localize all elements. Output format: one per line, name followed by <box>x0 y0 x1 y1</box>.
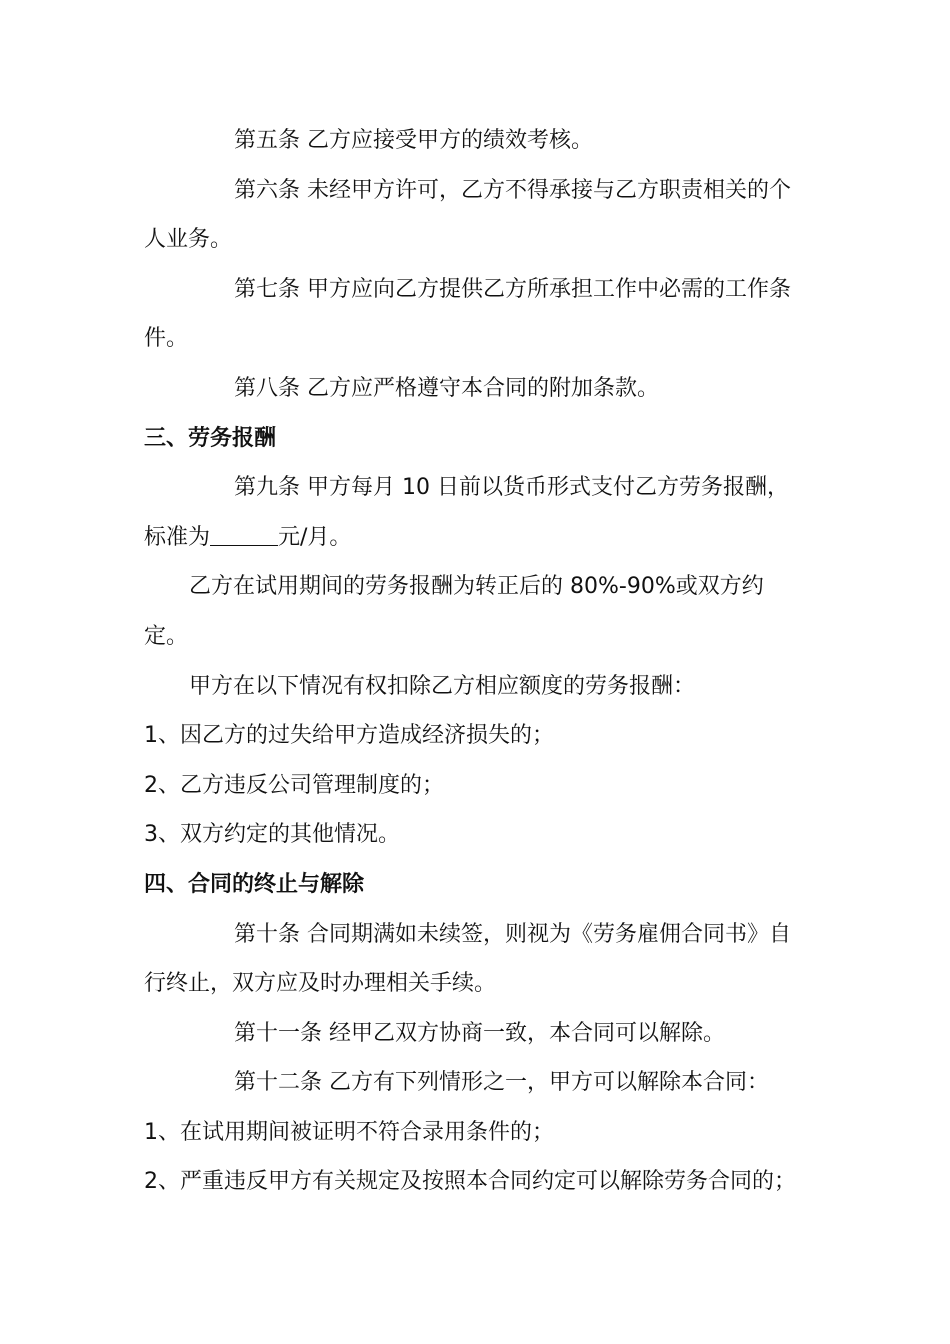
document-body <box>144 116 804 1207</box>
article-6: 第六条 未经甲方许可，乙方不得承接与乙方职责相关的个 <box>234 177 791 203</box>
probation-pay: 乙方在试用期间的劳务报酬为转正后的 80%-90%或双方约 <box>189 574 764 600</box>
article-6-cont: 人业务。 <box>144 227 233 253</box>
termination-item-1: 1、在试用期间被证明不符合录用条件的； <box>144 1119 554 1145</box>
article-7-cont: 件。 <box>144 326 189 352</box>
salary-prefix: 标准为 <box>144 524 211 550</box>
article-8: 第八条 乙方应严格遵守本合同的附加条款。 <box>234 375 659 401</box>
section-heading-3: 三、劳务报酬 <box>144 425 277 451</box>
article-10-cont: 行终止，双方应及时办理相关手续。 <box>144 971 497 997</box>
deduction-item-3: 3、双方约定的其他情况。 <box>144 822 400 848</box>
deduction-item-2: 2、乙方违反公司管理制度的； <box>144 772 444 798</box>
article-9: 第九条 甲方每月 10 日前以货币形式支付乙方劳务报酬， <box>234 475 789 501</box>
article-7: 第七条 甲方应向乙方提供乙方所承担工作中必需的工作条 <box>234 276 791 302</box>
article-12: 第十二条 乙方有下列情形之一，甲方可以解除本合同： <box>234 1070 769 1096</box>
deduction-item-1: 1、因乙方的过失给甲方造成经济损失的； <box>144 723 554 749</box>
salary-blank <box>210 523 278 546</box>
termination-item-2: 2、严重违反甲方有关规定及按照本合同约定可以解除劳务合同的； <box>144 1169 796 1195</box>
deduction-intro: 甲方在以下情况有权扣除乙方相应额度的劳务报酬： <box>189 673 696 699</box>
article-5: 第五条 乙方应接受甲方的绩效考核。 <box>234 128 593 153</box>
section-heading-4: 四、合同的终止与解除 <box>144 871 365 897</box>
article-11: 第十一条 经甲乙双方协商一致，本合同可以解除。 <box>234 1020 725 1046</box>
salary-suffix: 元/月。 <box>278 524 352 550</box>
article-10: 第十条 合同期满如未续签，则视为《劳务雇佣合同书》自 <box>234 921 791 947</box>
probation-pay-cont: 定。 <box>144 623 189 649</box>
article-9-cont <box>144 513 804 563</box>
